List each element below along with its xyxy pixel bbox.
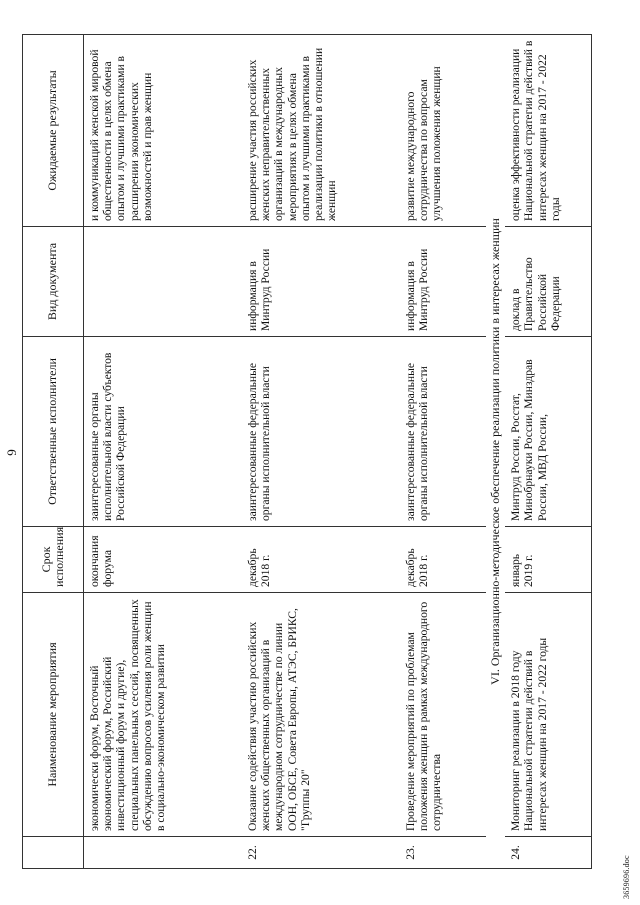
table-row	[505, 35, 592, 869]
row-name: Проведение мероприятий по проблемам положения женщин в рамках международного сотрудничества	[400, 593, 486, 837]
header-name: Наименование мероприятия	[23, 593, 84, 837]
table-row	[84, 35, 243, 869]
header-term: Срок исполнения	[23, 527, 84, 593]
footer-file-code: 3659696.doc	[622, 855, 631, 899]
row-number: 24.	[505, 837, 592, 869]
table-row	[400, 35, 486, 869]
table-row	[242, 35, 400, 869]
row-executors: заинтересованные федеральные органы исполнительной власти	[242, 337, 400, 527]
row-executors: заинтересованные органы исполнительной власти субъектов Российской Федерации	[84, 337, 243, 527]
row-number: 22.	[242, 837, 400, 869]
row-number: 23.	[400, 837, 486, 869]
row-term: январь 2019 г.	[505, 527, 592, 593]
header-results: Ожидаемые результаты	[23, 35, 84, 227]
header-executors: Ответственные исполнители	[23, 337, 84, 527]
header-number	[23, 837, 84, 869]
action-plan-table	[22, 34, 592, 869]
row-doc-type: информация в Минтруд России	[242, 227, 400, 337]
section-title: VI. Организационно-методическое обеспечение реализации политики в интересах женщин	[486, 35, 505, 869]
row-number	[84, 837, 243, 869]
row-results: развитие международного сотрудничества по вопросам улучшения положения женщин	[400, 35, 486, 227]
row-doc-type	[84, 227, 243, 337]
row-term: окончания форума	[84, 527, 243, 593]
page-number: 9	[4, 449, 19, 456]
row-doc-type: информация в Минтруд России	[400, 227, 486, 337]
section-row	[486, 35, 505, 869]
row-name: Мониторинг реализации в 2018 году Национальной стратегии действий в интересах женщин на 2017 - 2022 годы	[505, 593, 592, 837]
row-name: экономически форум, Восточный экономический форум, Российский инвестиционный форум и другие), специальных панельных сессий, посвященных обсуждению вопросов усиления роли женщин в социально-экономическом развитии	[84, 593, 243, 837]
table-header-row	[23, 35, 84, 869]
row-results: расширение участия российских женских неправительственных организаций в международных мероприятиях в целях обмена опытом и лучшими практиками в реализации политики в отношении женщин	[242, 35, 400, 227]
row-term: декабрь 2018 г.	[400, 527, 486, 593]
row-results: и коммуникаций женской мировой общественности в целях обмена опытом и лучшими практиками в расширении экономических возможностей и прав женщин	[84, 35, 243, 227]
row-executors: Минтруд России, Росстат, Минобрнауки России, Минздрав России, МВД России,	[505, 337, 592, 527]
row-doc-type: доклад в Правительство Российской Федерации	[505, 227, 592, 337]
header-doc-type: Вид документа	[23, 227, 84, 337]
row-term: декабрь 2018 г.	[242, 527, 400, 593]
row-results: оценка эффективности реализации Национальной стратегии действий в интересах женщин на 2017 - 2022 годы	[505, 35, 592, 227]
row-name: Оказание содействия участию российских женских общественных организаций в международном сотрудничестве по линии ООН, ОБСЕ, Совета Европы, АТЭС, БРИКС, "Группы 20"	[242, 593, 400, 837]
row-executors: заинтересованные федеральные органы исполнительной власти	[400, 337, 486, 527]
